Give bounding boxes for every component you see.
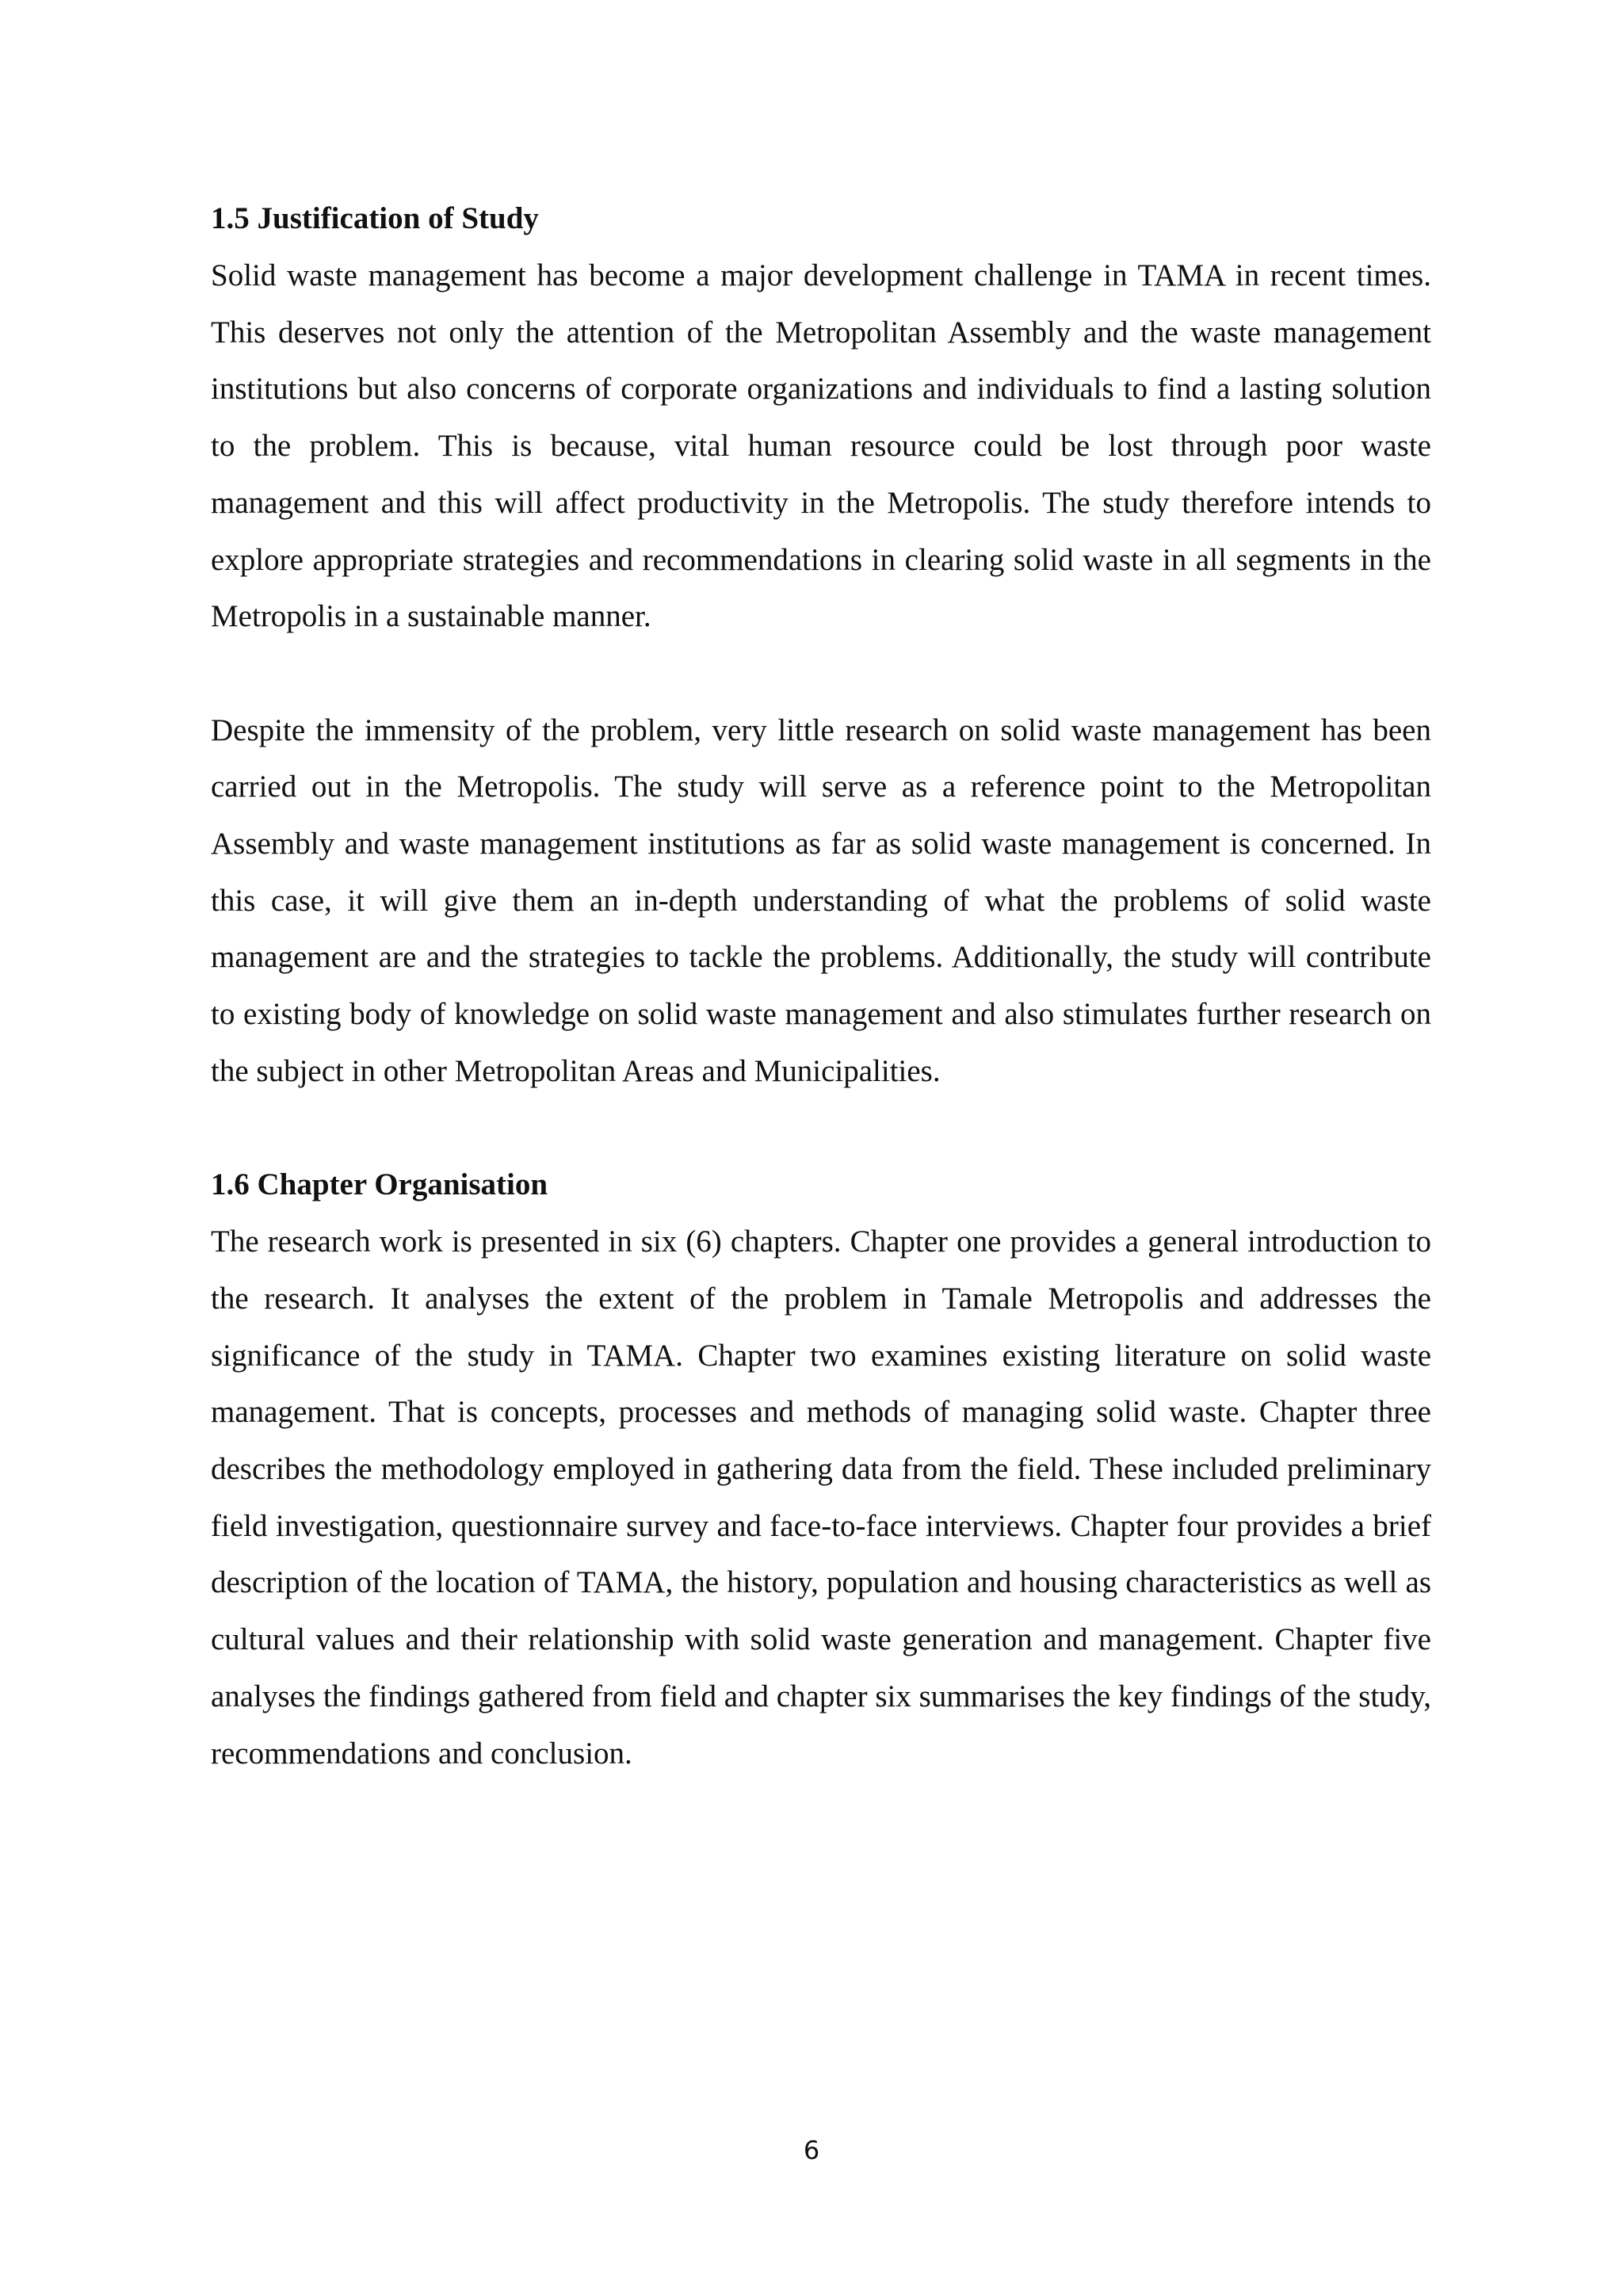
paragraph-spacer	[211, 645, 1431, 702]
section-heading-chapter-organisation: 1.6 Chapter Organisation	[211, 1167, 548, 1202]
section-spacer	[211, 1100, 1431, 1157]
paragraph-chapter-organisation: The research work is presented in six (6) chapters. Chapter one provides a general introduction to the research. It analyses the extent of the problem in Tamale Metropolis and addresses the significance of the study in TAMA. Chapter two examines existing literature on solid waste management. That is concepts, processes and methods of managing solid waste. Chapter three describes the methodology employed in gathering data from the field. These included preliminary field investigation, questionnaire survey and face-to-face interviews. Chapter four provides a brief description of the location of TAMA, the history, population and housing characteristics as well as cultural values and their relationship with solid waste generation and management. Chapter five analyses the findings gathered from field and chapter six summarises the key findings of the study, recommendations and conclusion.	[211, 1224, 1431, 1771]
paragraph-justification-1: Solid waste management has become a major development challenge in TAMA in recent times. This deserves not only the attention of the Metropolitan Assembly and the waste management institutions but also concerns of corporate organizations and individuals to find a lasting solution to the problem. This is because, vital human resource could be lost through poor waste management and this will affect productivity in the Metropolis. The study therefore intends to explore appropriate strategies and recommendations in clearing solid waste in all segments in the Metropolis in a sustainable manner.	[211, 258, 1431, 634]
section-heading-justification: 1.5 Justification of Study	[211, 201, 539, 235]
paragraph-justification-2: Despite the immensity of the problem, very little research on solid waste management has been carried out in the Metropolis. The study will serve as a reference point to the Metropolitan Assembly and waste management institutions as far as solid waste management is concerned. In this case, it will give them an in-depth understanding of what the problems of solid waste management are and the strategies to tackle the problems. Additionally, the study will contribute to existing body of knowledge on solid waste management and also stimulates further research on the subject in other Metropolitan Areas and Municipalities.	[211, 712, 1431, 1088]
page-number: 6	[803, 2135, 820, 2165]
document-body	[211, 190, 1431, 1782]
